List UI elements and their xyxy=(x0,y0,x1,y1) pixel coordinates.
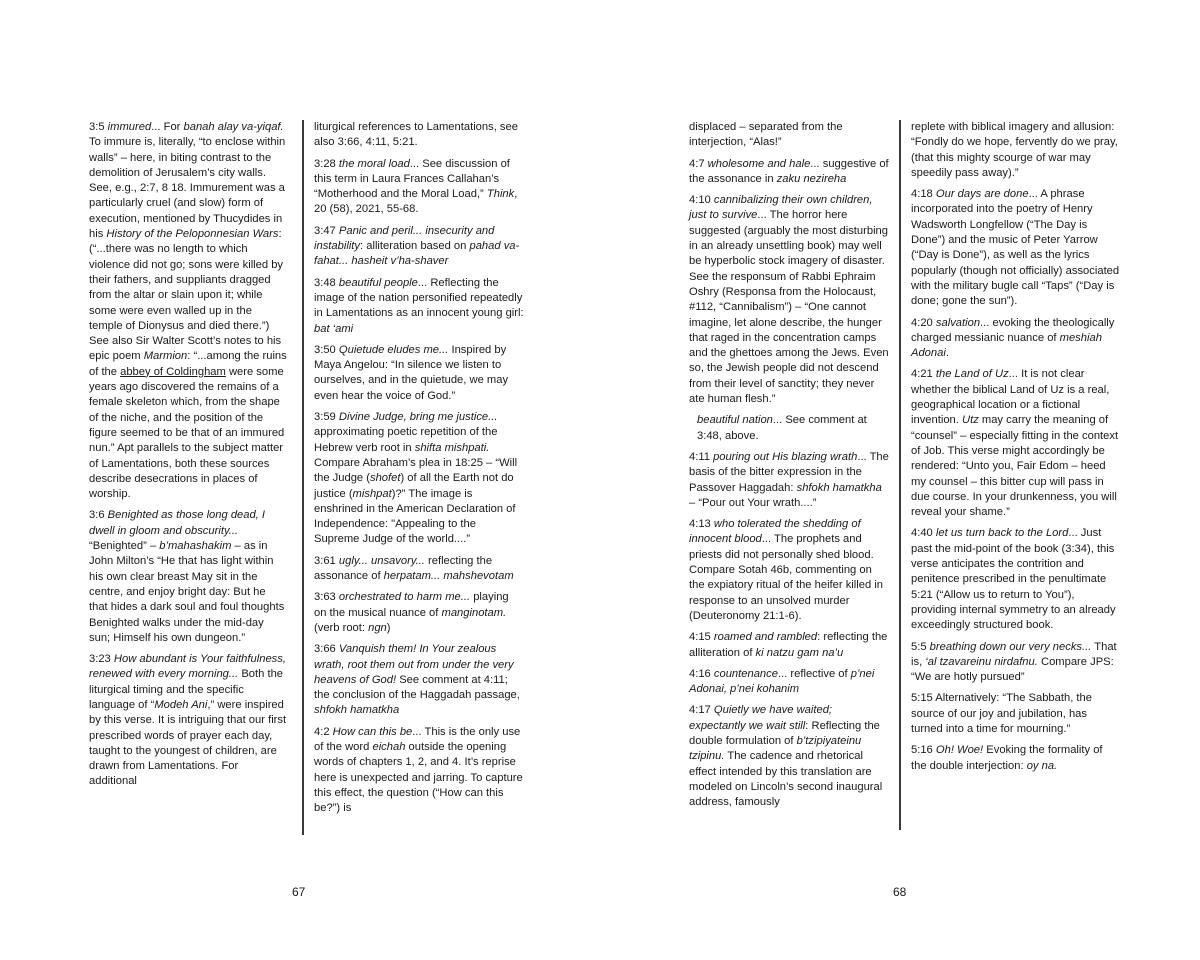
note-3-28: 3:28 the moral load... See discussion of this term in Laura Frances Callahan’s “Motherhood and the Moral Load,” Think, 20 (58), 2021, 55-68. xyxy=(314,157,518,216)
note-4-17: 4:17 Quietly we have waited; expectantly we wait still: Reflecting the double formulation of b’tzipiyateinu tzipinu. The cadence and rhetorical effect intended by this translation are modeled on Lincoln’s second inaugural address, famously xyxy=(689,704,883,809)
note-4-20: 4:20 salvation... evoking the theologically charged messianic nuance of meshiah Adonai. xyxy=(911,316,1115,360)
note-continued: displaced – separated from the interjection, “Alas!” xyxy=(689,121,843,149)
note-5-5: 5:5 breathing down our very necks... That is, ‘al tzavareinu nirdafnu. Compare JPS: “We are hotly pursued” xyxy=(911,640,1117,684)
note-5-16: 5:16 Oh! Woe! Evoking the formality of the double interjection: oy na. xyxy=(911,744,1103,772)
note-continued: replete with biblical imagery and allusion: “Fondly do we hope, fervently do we pray, (that this mighty scourge of war may speedily pass away).” xyxy=(911,121,1118,179)
note-4-11: 4:11 pouring out His blazing wrath... The basis of the bitter expression in the Passover Haggadah: shfokh hamatkha – “Pour out Your wrath....” xyxy=(689,450,889,509)
note-3-59: 3:59 Divine Judge, bring me justice... approximating poetic repetition of the Hebrew verb root in shifta mishpati. Compare Abraham’s plea in 18:25 – “Will the Judge (shofet) of all the Earth not do justice (mishpat)?” The image is enshrined in the American Declaration of Independence: "Appealing to the Supreme Judge of the world....” xyxy=(314,411,518,546)
note-5-15: 5:15 Alternatively: “The Sabbath, the source of our joy and jubilation, has turned into a time for mourning.” xyxy=(911,692,1092,735)
note-3-50: 3:50 Quietude eludes me... Inspired by Maya Angelou: “In silence we listen to ourselves, and in the quietude, we may even hear the voice of God.” xyxy=(314,343,509,402)
column-2 xyxy=(302,120,524,835)
note-3-66: 3:66 Vanquish them! In Your zealous wrath, root them out from under the very heavens of God! See comment at 4:11; the conclusion of the Haggadah passage, shfokh hamatkha xyxy=(314,643,520,717)
note-3-48: 3:48 beautiful people... Reflecting the image of the nation personified repeatedly in Lamentations as an innocent young girl: bat ‘ami xyxy=(314,276,524,335)
note-4-21: 4:21 the Land of Uz... It is not clear whether the biblical Land of Uz is a real, geographical location or a fictional invention. Utz may carry the meaning of “counsel” – especially fitting in the context of Job. This verse might accordingly be rendered: “Unto you, Fair Edom – heed my counsel – this bitter cup will pass in due course. In your drunkenness, you will reveal your shame.” xyxy=(911,368,1119,519)
note-3-6: 3:6 Benighted as those long dead, I dwell in gloom and obscurity... “Benighted” – b’mahashakim – as in John Milton’s “He that has light within his own clear breast May sit in the centre, and enjoy bright day: But he that hides a dark soul and foul thoughts Benighted walks under the mid-day sun; Himself his own dungeon.” xyxy=(89,509,285,644)
note-3-5: 3:5 immured... For banah alay va-yiqaf. To immure is, literally, “to enclose within walls” – here, in biting contrast to the demolition of Jerusalem’s city walls. See, e.g., 2:7, 8 18. Immurement was a particularly cruel (and slow) form of execution, mentioned by Thucydides in his History of the Peloponnesian Wars: (“...there was no length to which violence did not go; sons were killed by their fathers, and suppliants dragged from the altar or slain upon it; while some were even walled up in the temple of Dionysus and died there.”) See also Sir Walter Scott’s notes to his epic poem Marmion: “...among the ruins of the abbey of Coldingham were some years ago discovered the remains of a female skeleton which, from the shape of the niche, and the position of the figure seemed to be that of an immured nun.” Apt parallels to the subject matter of Lamentations, both these sources describe desecrations in places of worship. xyxy=(89,121,287,501)
note-3-61: 3:61 ugly... unsavory... reflecting the assonance of herpatam... mahshevotam xyxy=(314,554,514,583)
note-4-16: 4:16 countenance... reflective of p’nei Adonai, p’nei kohanim xyxy=(689,667,875,696)
note-4-13: 4:13 who tolerated the shedding of innocent blood... The prophets and priests did not personally shed blood. Compare Sotah 46b, commenting on the expiatory ritual of the heifer killed in response to an unsolved murder (Deuteronomy 21:1-6). xyxy=(689,518,884,622)
column-1 xyxy=(89,120,287,796)
note-4-10: 4:10 cannibalizing their own children, just to survive... The horror here suggested (arguably the most disturbing in an already unsettling book) may well be hyperbolic stock imagery of disaster. See the responsum of Rabbi Ephraim Oshry (Responsa from the Holocaust, #112, “Cannibalism”) – “One cannot imagine, let alone describe, the hunger that raged in the concentration camps and the ghettoes among the Jews. Even so, the Jewish people did not descend from their level of sanctity; they never ate human flesh.” xyxy=(689,194,889,406)
note-4-7: 4:7 wholesome and hale... suggestive of the assonance in zaku nezireha xyxy=(689,157,889,185)
page-number-left: 67 xyxy=(292,885,306,899)
note-4-15: 4:15 roamed and rambled: reflecting the alliteration of ki natzu gam na’u xyxy=(689,631,888,659)
note-3-63: 3:63 orchestrated to harm me... playing on the musical nuance of manginotam. (verb root: ngn) xyxy=(314,591,509,634)
page-number-right: 68 xyxy=(893,885,907,899)
note-beautiful-nation: beautiful nation... See comment at 3:48, above. xyxy=(697,414,867,442)
note-4-40: 4:40 let us turn back to the Lord... Just past the mid-point of the book (3:34), this verse anticipates the contrition and penitence prescribed in the penultimate 5:21 (“Allow us to return to You”), providing internal symmetry to an already exceedingly structured book. xyxy=(911,527,1116,632)
column-4 xyxy=(899,120,1121,830)
note-3-47: 3:47 Panic and peril... insecurity and instability: alliteration based on pahad va-fahat... hasheit v’ha-shaver xyxy=(314,224,520,268)
note-3-23: 3:23 How abundant is Your faithfulness, renewed with every morning... Both the liturgical timing and the specific language of “Modeh Ani,” were inspired by this verse. It is intriguing that our first prescribed words of prayer each day, taught to the youngest of children, are drawn from Lamentations. For additional xyxy=(89,653,287,788)
note-continued: liturgical references to Lamentations, see also 3:66, 4:11, 5:21. xyxy=(314,121,518,149)
note-4-18: 4:18 Our days are done... A phrase incorporated into the poetry of Henry Wadsworth Longfellow (“The Day is Done”) and the music of Peter Yarrow (“Day is Done”), as well as the lyrics popularly (though not officially) associated with the military bugle call “Taps” (“Day is done; gone the sun”). xyxy=(911,188,1120,308)
note-4-2: 4:2 How can this be... This is the only use of the word eichah outside the opening words of chapters 1, 2, and 4. It’s reprise here is unexpected and jarring. To capture this effect, the question (“How can this be?”) is xyxy=(314,725,523,815)
column-3 xyxy=(689,120,890,816)
